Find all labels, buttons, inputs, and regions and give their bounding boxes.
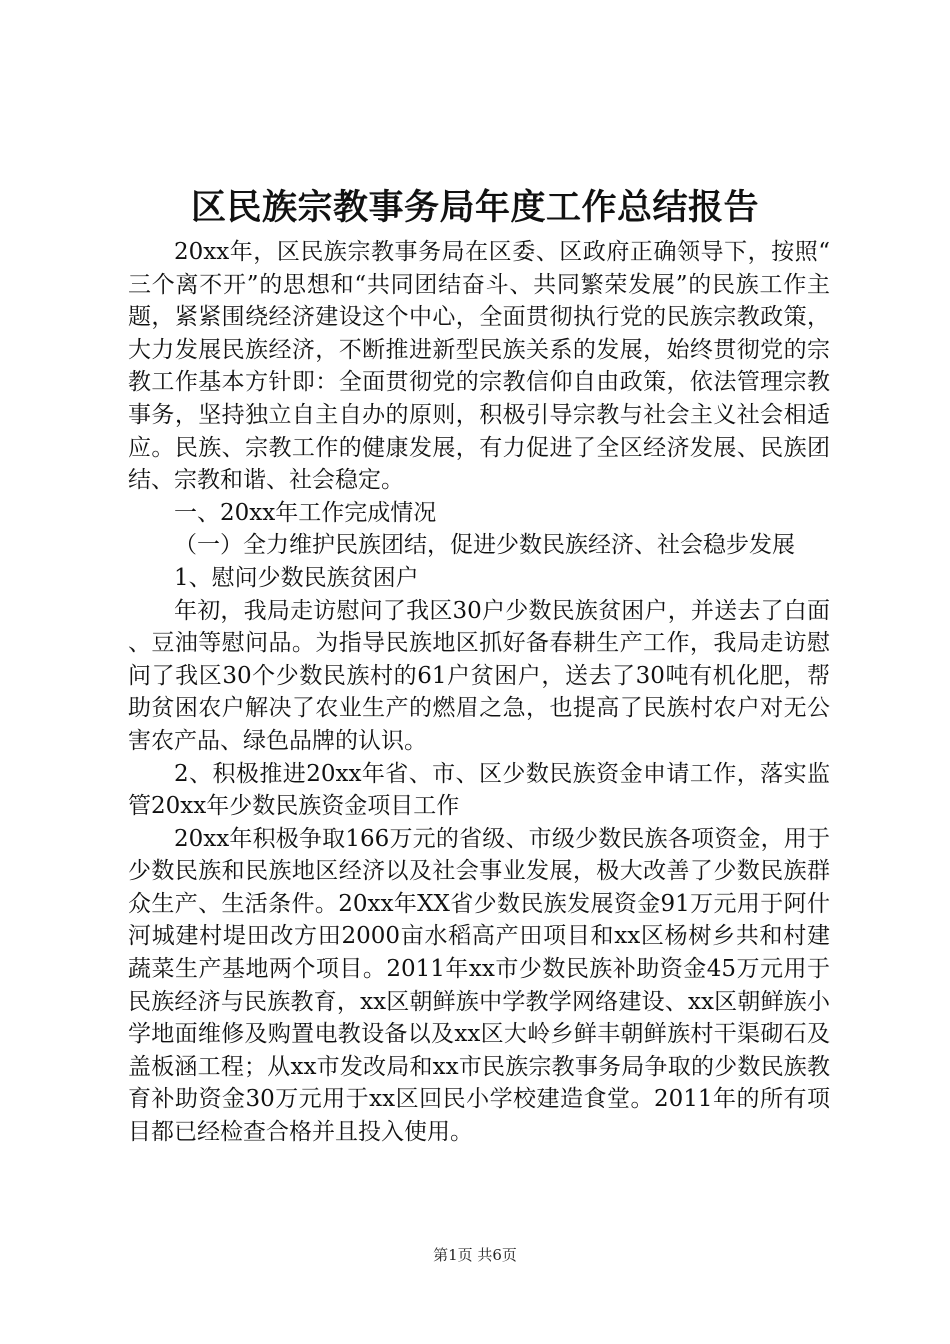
paragraph-item-2: 20xx年积极争取166万元的省级、市级少数民族各项资金，用于少数民族和民族地区经济以及社会事业发展，极大改善了少数民族群众生产、生活条件。20xx年XX省少数民族发展资金91万元用于阿什河城建村堤田改方田2000亩水稻高产田项目和xx区杨树乡共和村建蔬菜生产基地两个项目。2011年xx市少数民族补助资金45万元用于民族经济与民族教育，xx区朝鲜族中学教学网络建设、xx区朝鲜族小学地面维修及购置电教设备以及xx区大岭乡鲜丰朝鲜族村干渠砌石及盖板涵工程；从xx市发改局和xx市民族宗教事务局争取的少数民族教育补助资金30万元用于xx区回民小学校建造食堂。2011年的所有项目都已经检查合格并且投入使用。 — [128, 825, 830, 1146]
item-heading-2: 2、积极推进20xx年省、市、区少数民族资金申请工作，落实监管20xx年少数民族资金项目工作 — [128, 760, 830, 820]
subsection-heading-1: （一）全力维护民族团结，促进少数民族经济、社会稳步发展 — [174, 532, 795, 559]
document-body — [128, 236, 830, 1149]
document-title: 区民族宗教事务局年度工作总结报告 — [190, 187, 759, 228]
item-heading-1: 1、慰问少数民族贫困户 — [174, 564, 419, 591]
paragraph-intro: 20xx年，区民族宗教事务局在区委、区政府正确领导下，按照“三个离不开”的思想和“共同团结奋斗、共同繁荣发展”的民族工作主题，紧紧围绕经济建设这个中心，全面贯彻执行党的民族宗教政策，大力发展民族经济，不断推进新型民族关系的发展，始终贯彻党的宗教工作基本方针即：全面贯彻党的宗教信仰自由政策，依法管理宗教事务，坚持独立自主自办的原则，积极引导宗教与社会主义社会相适应。民族、宗教工作的健康发展，有力促进了全区经济发展、民族团结、宗教和谐、社会稳定。 — [128, 239, 830, 494]
section-heading-1: 一、20xx年工作完成情况 — [174, 499, 437, 526]
page-footer: 第1页 共6页 — [433, 1246, 517, 1264]
paragraph-item-1: 年初，我局走访慰问了我区30户少数民族贫困户，并送去了白面、豆油等慰问品。为指导民族地区抓好备春耕生产工作，我局走访慰问了我区30个少数民族村的61户贫困户，送去了30吨有机化肥，帮助贫困农户解决了农业生产的燃眉之急，也提高了民族村农户对无公害农产品、绿色品牌的认识。 — [128, 597, 830, 754]
